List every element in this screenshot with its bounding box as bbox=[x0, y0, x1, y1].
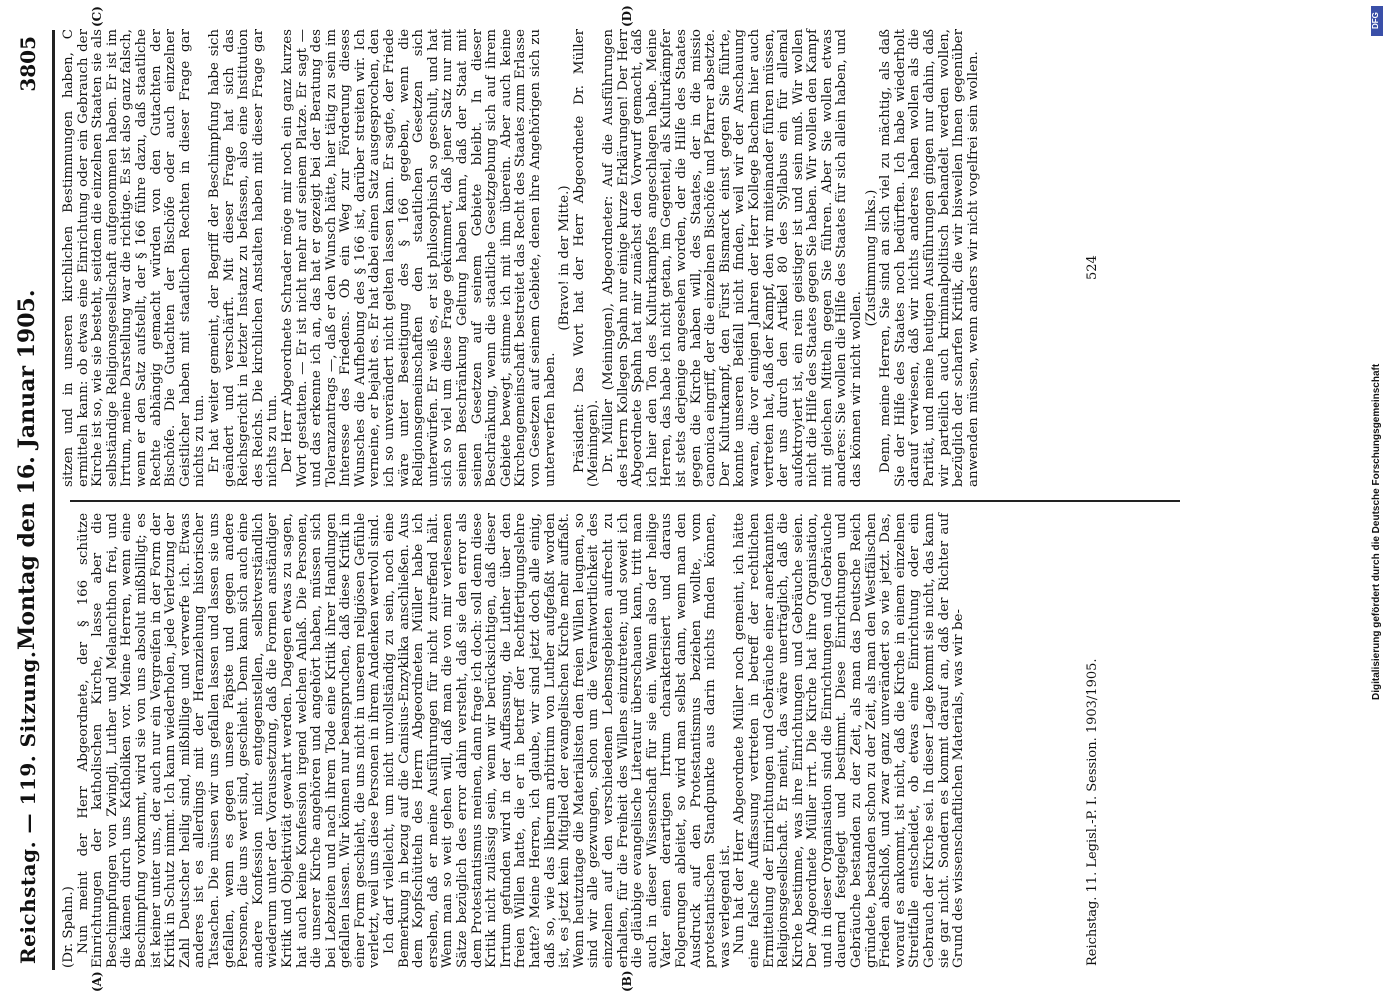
paragraph: Nun hat der Herr Abgeordnete Müller noch gemeint, ich hätte eine falsche Auffassung vertreten in betreff der rechtlichen Ermittelung der Einrichtungen und Gebräuche einer anerkannten Religionsgesellschaft. Er meint, das wäre unerträglich, daß die Kirche bestimme, was ihre Einrichtungen und Gebräuche seien. Der Abgeordnete Müller irrt. Die Kirche hat ihre Organisation, und in dieser Organisation sind die Einrichtungen und Gebräuche dauernd festgelegt und bestimmt. Diese Einrichtungen und Gebräuche bestanden zu der Zeit, als man das Deutsche Reich gründete, bestanden schon zu der Zeit, als man den Westfälischen Frieden abschloß, und zwar ganz unverändert so wie jetzt. Das, worauf es ankommt, ist nicht, daß die Kirche in einem einzelnen Streitfalle entscheidet, ob etwas eine Einrichtung oder ein Gebrauch der Kirche sei. In dieser Lage kommt sie nicht, das kann sie gar nicht. Sondern es kommt darauf an, daß der Richter auf Grund des wissenschaftlichen Materials, was wir be- bbox=[732, 513, 967, 968]
paragraph: Dr. Müller (Meiningen), Abgeordneter: Auf die Ausführungen des Herrn Kollegen Spahn nur einige kurze Erklärungen! Der Herr Abgeordnete Spahn hat mir zunächst den Vorwurf gemacht, daß ich hier den Ton des Kulturkampfes angeschlagen habe. Meine Herren, das habe ich nicht getan, im Gegenteil, als Kulturkämpfer ist stets derjenige angesehen worden, der die Hilfe des Staates gegen die Kirche haben will, des Staates, der in die missio canonica eingriff, der die einzelnen Bischöfe und Pfarrer absetzte. Der Kulturkampf, den Fürst Bismarck einst gegen Sie führte, konnte unseren Beifall nicht finden, weil wir der Anschauung waren, die vor einigen Jahren der Herr Kollege Bachem hier auch vertreten hat, daß der Kampf, den wir miteinander führen müssen, der uns durch den Artikel 80 des Syllabus ein für allemal aufoktroyiert ist, ein rein geistiger ist und sein muß. Wir wollen nicht die Hilfe des Staates gegen Sie haben. Wir wollen den Kampf mit gleichen Mitteln gegen Sie führen. Aber Sie wollen etwas anderes: Sie wollen die Hilfe des Staates für sich allein haben, und das können wir nicht wollen. bbox=[600, 29, 865, 487]
header-left: Reichstag. — 119. Sitzung. bbox=[16, 650, 40, 964]
interjection: (Bravo! in der Mitte.) bbox=[557, 185, 573, 331]
margin-marker-d: (D) bbox=[620, 5, 634, 27]
paragraph: sitzen und in unseren kirchlichen Bestimmungen haben, C ermitteln kann: ob etwas eine Einrichtung oder ein Gebrauch der Kirche ist so, wie sie besteht, seitdem die einzelnen Staaten sie als selbständige Religionsgesellschaft aufgenommen haben. Er ist im Irrtum, meine Darstellung war die richtige. Es ist also ganz falsch, wenn er den Satz aufstellt, der § 166 führe dazu, daß staatliche Rechte abhängig gemacht würden von den Gutachten der Bischöfe. Die Gutachten der Bischöfe oder auch einzelner Geistlicher haben mit staatlichen Rechten in dieser Frage gar nichts zu tun. bbox=[61, 29, 208, 487]
footer-sheet-number: 524 bbox=[1085, 255, 1100, 280]
paragraph: Er hat weiter gemeint, der Begriff der Beschimpfung habe sich geändert und verschärft. Mit dieser Frage hat sich das Reichsgericht in letzter Instanz zu befassen, also eine Institution des Reichs. Die kirchlichen Anstalten haben mit dieser Frage gar nichts zu tun. bbox=[206, 29, 281, 487]
paragraph: Der Herr Abgeordnete Schrader möge mir noch ein ganz kurzes Wort gestatten. — Er ist nicht mehr auf seinem Platze. Er sagt — und das erkenne ich an, das hat er gezeigt bei der Beratung des Toleranzantrags —, daß er den Wunsch hätte, hier tätig zu sein im Interesse des Friedens. Ob ein Weg zur Förderung dieses Wunsches die Aufhebung des § 166 ist, darüber streiten wir. Ich verneine, er bejaht es. Er hat dabei einen Satz ausgesprochen, den ich so unverändert nicht gelten lassen kann. Er sagte, der Friede wäre unter Beseitigung des § 166 gegeben, wenn die Religionsgemeinschaften den staatlichen Gesetzen sich unterwürfen. Er weiß es, er ist philosophisch so geschult, und hat sich so viel um diese Frage gekümmert, daß jener Satz nur mit seinen Beschränkung Geltung haben kann, daß der Staat mit seinen Gesetzen auf seinem Gebiete bleibt. In dieser Beschränkung, wenn die staatliche Gesetzgebung sich auf ihrem Gebiete bewegt, stimme ich mit ihm überein. Aber auch keine Kirchengemeinschaft bestreitet das Recht des Staates zum Erlasse von Gesetzen auf seinem Gebiete, denen ihre Angehörigen sich zu unterwerfen haben. bbox=[279, 29, 558, 487]
margin-marker-a: (A) bbox=[90, 971, 104, 992]
page-header bbox=[8, 30, 55, 970]
page-number: 3805 bbox=[16, 36, 40, 92]
left-column bbox=[62, 513, 1072, 968]
president-line: Präsident: Das Wort hat der Herr Abgeordnete Dr. Müller (Meiningen). bbox=[571, 29, 602, 487]
interjection: (Zustimmung links.) bbox=[863, 189, 879, 327]
column-divider bbox=[70, 500, 1180, 502]
digitization-credit: Digitalisierung gefördert durch die Deutsche Forschungsgemeinschaft bbox=[1371, 363, 1382, 700]
speaker-tag: (Dr. Spahn.) bbox=[61, 886, 76, 968]
dfg-logo: DFG bbox=[1371, 6, 1383, 36]
digitization-credit-bar bbox=[1369, 0, 1383, 1000]
paragraph: Ich darf vielleicht, um nicht unvollständig zu sein, noch eine Bemerkung in bezug auf die Canisius-Enzyklika anschließen. Aus dem Kopfschütteln des Herrn Abgeordneten Müller habe ich ersehen, daß er meine Ausführungen für nicht zutreffend hält. Wenn man so weit gehen will, daß man die von mir verlesenen Sätze bezüglich des error dahin versteht, daß sie den error als dem Protestantismus meinen, dann frage ich doch: soll denn diese Kritik nicht zulässig sein, wenn wir berücksichtigen, daß dieser Irrtum gefunden wird in der Auffassung, die Luther über den freien Willen hatte, die er in betreff der Rechtfertigungslehre hatte? Meine Herren, ich glaube, wir sind jetzt doch alle einig, daß so, wie das liberum arbitrium von Luther aufgefaßt worden ist, es jetzt kein Mitglied der evangelischen Kirche mehr auffaßt. Wenn heutzutage die Materialisten den freien Willen leugnen, so sind wir alle gezwungen, schon um die Verantwortlichkeit des einzelnen auf den verschiedenen Lebensgebieten aufrecht zu erhalten, für die Freiheit des Willens einzutreten; und soweit ich die gläubige evangelische Literatur überschauen kann, tritt man auch in dieser Wissenschaft für sie ein. Wenn also der heilige Vater einen derartigen Irrtum charakterisiert und daraus Folgerungen ableitet, so wird man selbst dann, wenn man den Ausdruck auf den Protestantismus beziehen wollte, vom protestantischen Standpunkte aus darin nichts finden können, was verlegend ist. bbox=[382, 513, 733, 968]
margin-marker-b: (B) bbox=[620, 970, 634, 992]
paragraph: Nun meint der Herr Abgeordnete, der § 166 schütze Einrichtungen der katholischen Kirche, lasse aber die Beschimpfungen von Zwingli, Luther und Melanchthon frei, und die kämen durch uns Katholiken vor. Meine Herren, wenn eine Beschimpfung vorkommt, wird sie von uns absolut mißbilligt; es ist keiner unter uns, der auch nur ein Vergreifen in der Form der Kritik in Schutz nimmt. Ich kann wiederholen, jede Verletzung der Zahl Deutscher heilig sind, mißbillige und verwerfe ich. Etwas anderes ist es allerdings mit der Heranziehung historischer Tatsachen. Die müssen wir uns gefallen lassen und lassen sie uns gefallen, wenn es gegen unsere Päpste und gegen andere Personen, die uns wert sind, geschieht. Denn kann sich auch eine andere Konfession nicht entgegenstellen, selbstverständlich wiederum unter der Voraussetzung, daß die Formen anständiger Kritik und Objektivität gewahrt werden. Dagegen etwas zu sagen, hat auch keine Konfession irgend welchen Anlaß. Die Personen, die unserer Kirche angehören und angehört haben, müssen sich bei Lebzeiten und nach ihrem Tode eine Kritik ihrer Handlungen gefallen lassen. Wir können nur beanspruchen, daß diese Kritik in einer Form geschieht, die uns nicht in unserem religiösen Gefühle verletzt, weil uns diese Personen in ihrem Andenken wertvoll sind. bbox=[75, 513, 383, 968]
paragraph: Denn, meine Herren, Sie sind an sich viel zu mächtig, als daß Sie der Hilfe des Staates noch bedürften. Ich habe wiederholt darauf verwiesen, daß wir nichts anderes haben wollen als die Parität, und meine heutigen Ausführungen gingen nur dahin, daß wir parteilich auch kriminalpolitisch behandelt werden wollen, bezüglich der scharfen Kritik, die wir bisweilen Ihnen gegenüber anwenden müssen, wenn anders wir nicht vogelfrei sein wollen. bbox=[878, 29, 981, 487]
header-date: Montag den 16. Januar 1905. bbox=[14, 289, 40, 650]
footer-session: Reichstag. 11. Legisl.-P. I. Session. 1903/1905. bbox=[1085, 658, 1100, 966]
margin-marker-c: (C) bbox=[90, 6, 104, 27]
right-column bbox=[62, 29, 1072, 487]
